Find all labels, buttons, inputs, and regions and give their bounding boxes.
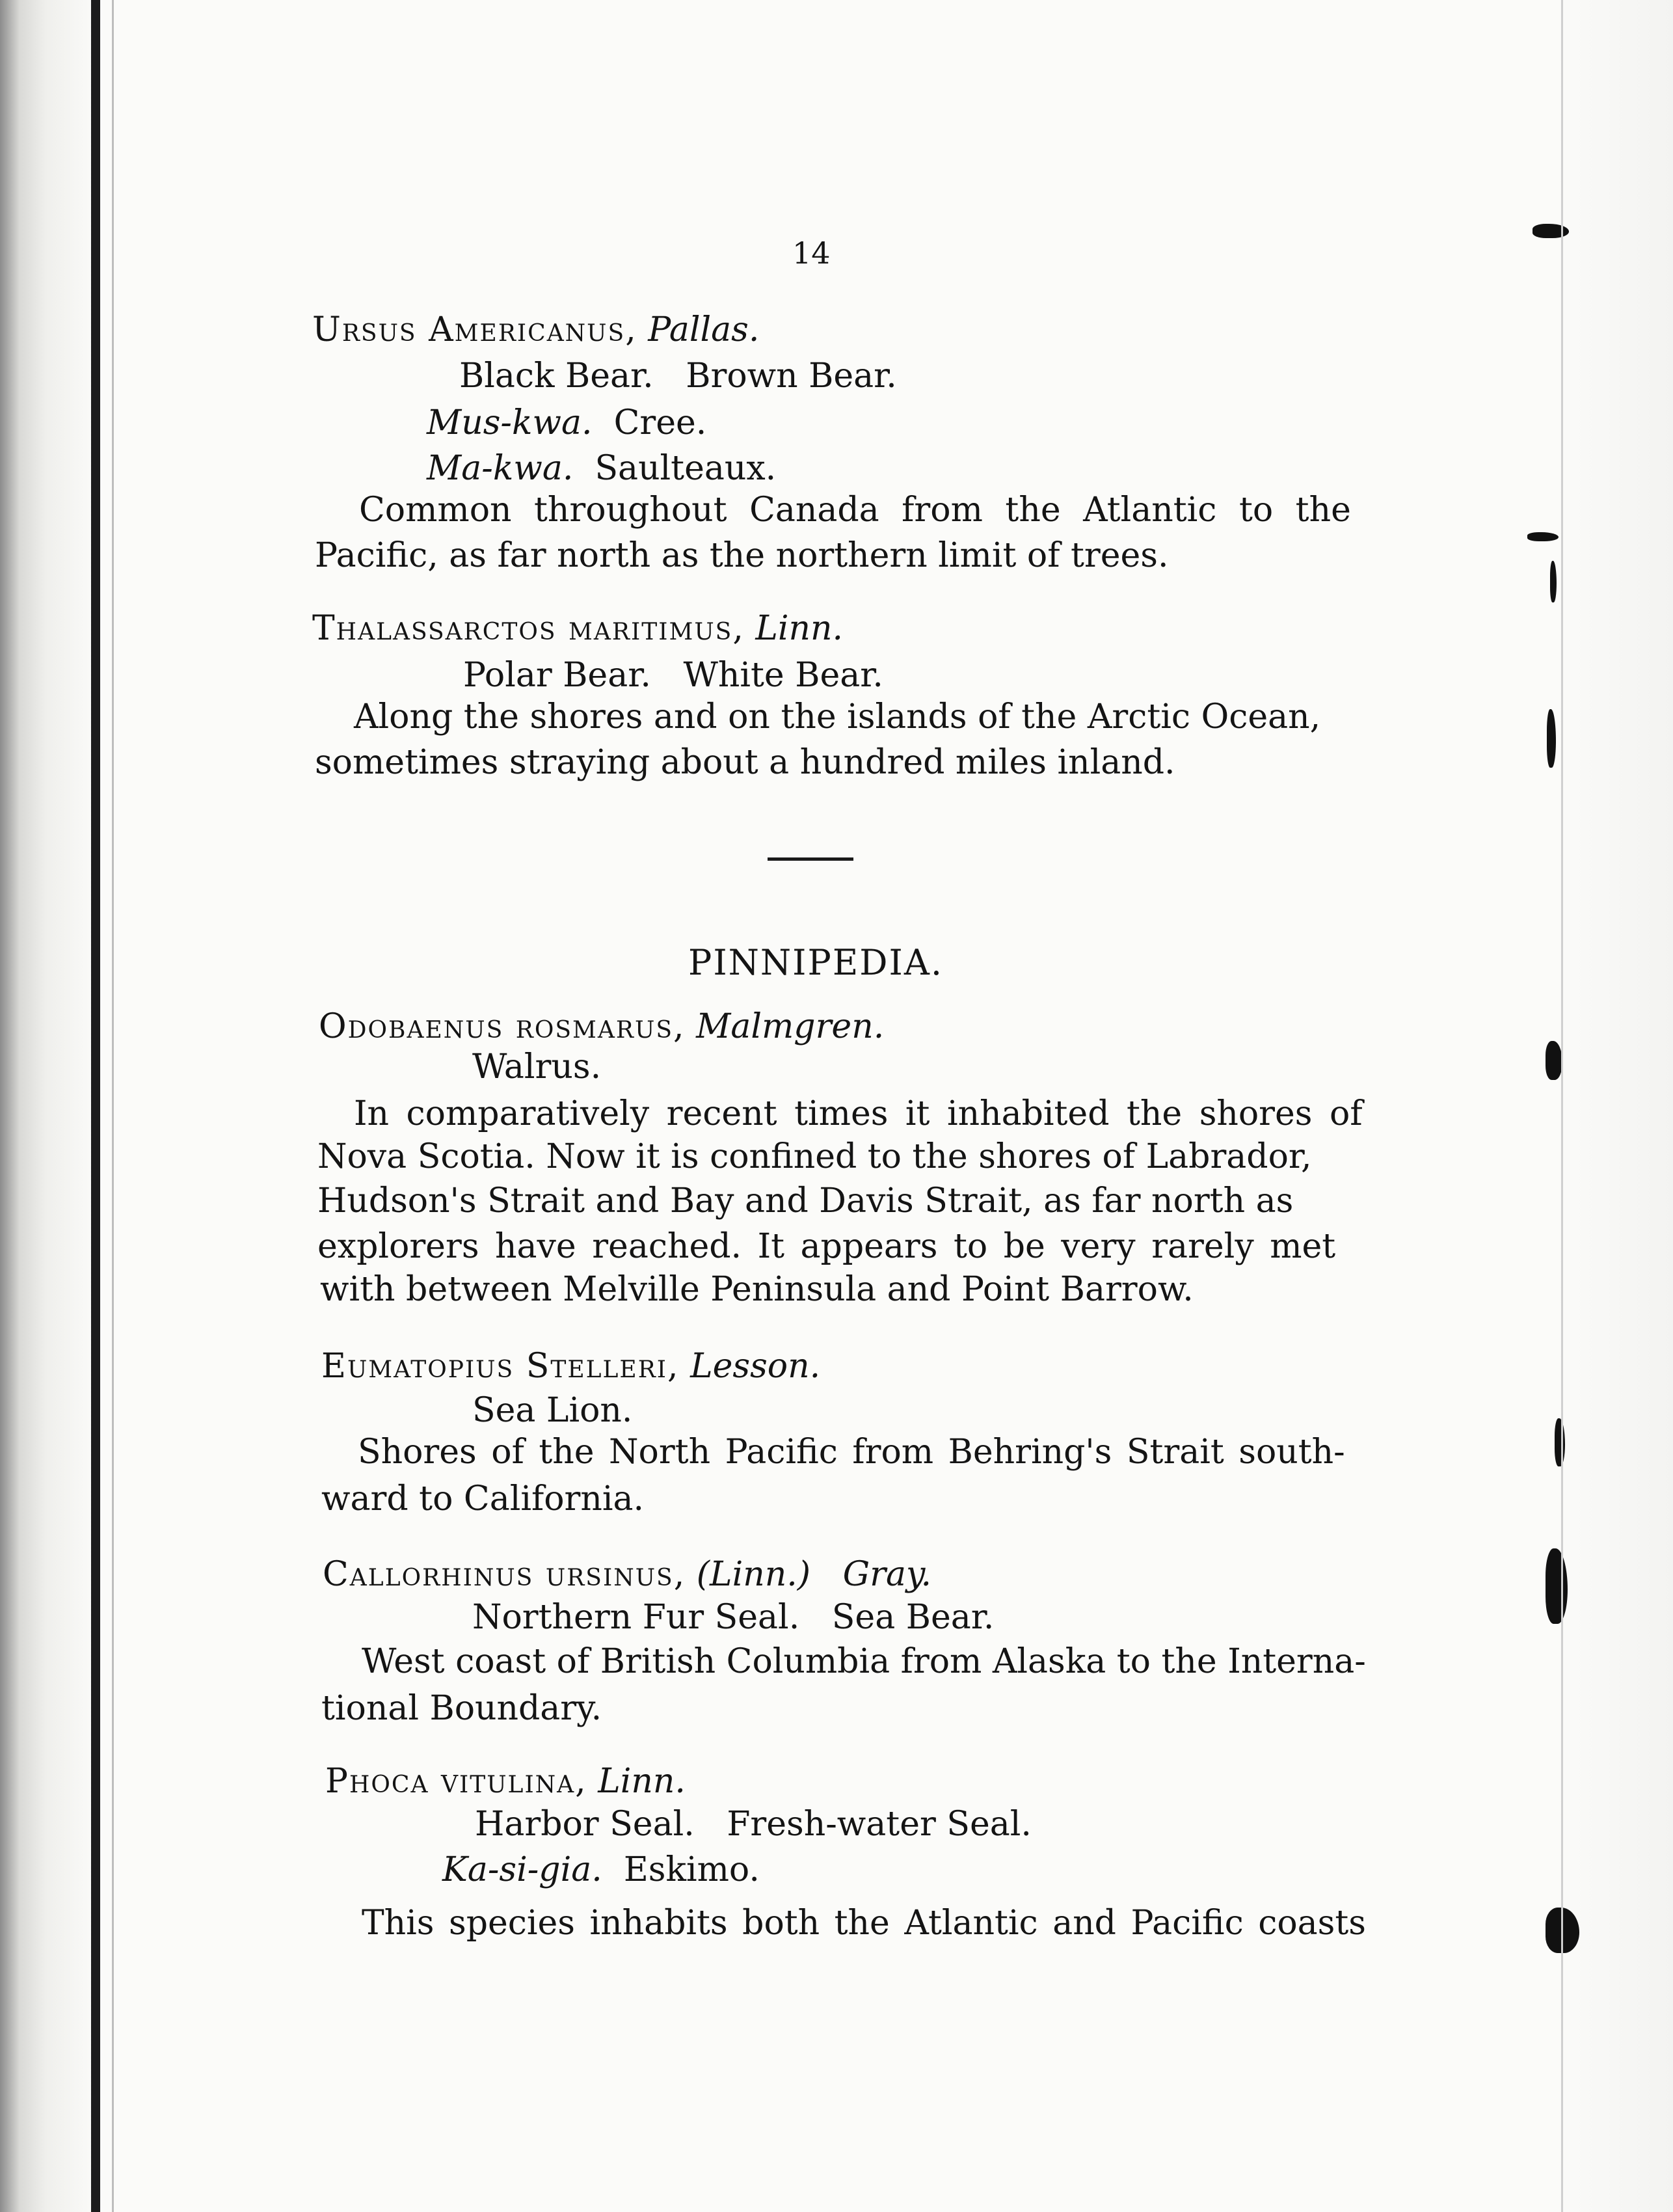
species-authority: Gray. <box>842 1555 932 1594</box>
common-name: Northern Fur Seal. Sea Bear. <box>472 1598 995 1637</box>
native-name-line <box>442 1850 760 1889</box>
description-line: Pacific, as far north as the northern limit of trees. <box>315 536 1169 575</box>
margin-hairline <box>1561 0 1563 2212</box>
binding-edge-line <box>112 0 114 2212</box>
description-line: West coast of British Columbia from Alaska to the Interna- <box>362 1642 1366 1681</box>
common-name: Black Bear. Brown Bear. <box>459 357 897 396</box>
common-name: Walrus. <box>472 1047 602 1086</box>
description-line: In comparatively recent times it inhabited the shores of <box>354 1094 1363 1133</box>
species-authority: Lesson. <box>690 1347 821 1386</box>
description-line: sometimes straying about a hundred miles inland. <box>315 743 1175 782</box>
species-name: Odobaenus rosmarus, <box>319 1007 686 1046</box>
margin-mark <box>1527 532 1559 541</box>
species-name: Ursus Americanus, <box>312 310 637 349</box>
description-line: explorers have reached. It appears to be very rarely met <box>317 1227 1336 1266</box>
common-name: Harbor Seal. Fresh-water Seal. <box>475 1805 1032 1844</box>
species-name-line <box>312 609 844 648</box>
right-margin <box>1556 0 1673 2212</box>
native-term: Ka-si-gia. <box>442 1850 602 1889</box>
description-line: Nova Scotia. Now it is confined to the shores of Labrador, <box>317 1137 1312 1176</box>
description-line: Along the shores and on the islands of the Arctic Ocean, <box>354 697 1321 736</box>
species-name-line <box>321 1347 821 1386</box>
native-term: Mus-kwa. <box>427 403 593 442</box>
species-name-line <box>325 1762 686 1801</box>
section-divider <box>768 857 853 861</box>
description-line: Shores of the North Pacific from Behring's Strait south- <box>358 1433 1345 1472</box>
species-name-line <box>319 1007 885 1046</box>
description-line: Common throughout Canada from the Atlantic to the <box>359 491 1351 530</box>
species-name: Phoca vitulina, <box>325 1762 587 1801</box>
native-language: Cree. <box>613 403 707 442</box>
species-authority: Pallas. <box>648 310 760 349</box>
species-name: Thalassarctos maritimus, <box>312 609 745 648</box>
margin-mark <box>1532 224 1569 238</box>
description-line: ward to California. <box>321 1479 645 1518</box>
page-edge-shadow <box>0 0 98 2212</box>
species-authority: Malmgren. <box>696 1007 885 1046</box>
species-name: Eumatopius Stelleri, <box>321 1347 680 1386</box>
page-number: 14 <box>792 236 831 271</box>
description-line: tional Boundary. <box>321 1689 602 1728</box>
section-heading: PINNIPEDIA. <box>688 942 944 983</box>
species-name-line <box>312 310 760 349</box>
native-name-line <box>427 403 707 442</box>
native-name-line <box>427 449 777 488</box>
margin-mark <box>1547 709 1556 768</box>
common-name: Sea Lion. <box>472 1391 633 1430</box>
native-language: Saulteaux. <box>595 449 777 488</box>
species-name: Callorhinus ursinus, <box>323 1555 686 1594</box>
binding-edge <box>91 0 100 2212</box>
species-authority: Linn. <box>755 609 844 648</box>
species-authority-parenthetical: (Linn.) <box>696 1555 811 1594</box>
species-name-line <box>323 1555 932 1594</box>
description-line: with between Melville Peninsula and Point Barrow. <box>320 1270 1194 1309</box>
species-authority: Linn. <box>598 1762 686 1801</box>
native-term: Ma-kwa. <box>427 449 574 488</box>
description-line: Hudson's Strait and Bay and Davis Strait, as far north as <box>317 1181 1294 1221</box>
description-line: This species inhabits both the Atlantic and Pacific coasts <box>362 1904 1366 1943</box>
native-language: Eskimo. <box>623 1850 760 1889</box>
common-name: Polar Bear. White Bear. <box>463 656 883 695</box>
